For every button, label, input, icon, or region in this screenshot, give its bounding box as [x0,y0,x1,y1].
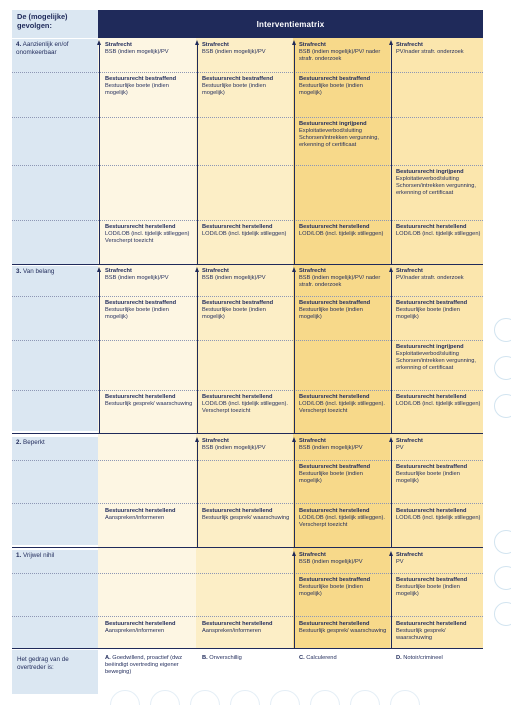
cell-body: BSB (indien mogelijk)/PV [202,275,266,282]
arrow-up-icon [195,437,199,442]
cell-title: Bestuursrecht bestraffend [105,300,177,306]
sub-separator [12,573,483,574]
behavior-column-d [396,655,481,662]
cell-body: BSB (indien mogelijk)/PV/ nader strafr. onderzoek [299,275,381,289]
cell-title: Bestuursrecht herstellend [105,394,176,400]
cell-bestuursrecht-herstellend [202,621,290,635]
matrix-title: Interventiematrix [98,10,483,38]
behavior-letter: C. [299,655,305,661]
cell-body: LOD/LOB (incl. tijdelijk stilleggen). Verscherpt toezicht [299,515,385,529]
cell-title: Strafrecht [299,438,326,444]
cell-title: Strafrecht [396,42,423,48]
row-number: 2. [16,439,22,446]
cell-bestuursrecht-herstellend [396,508,481,522]
escalation-arrow-line [294,44,295,264]
row-label-2 [12,437,98,545]
cell-strafrecht [299,552,387,566]
cell-bestuursrecht-bestraffend [396,464,481,485]
cell-body: Aanspreken/informeren [105,628,165,635]
behavior-text: Calculerend [306,655,337,661]
decorative-circle [310,690,340,705]
behavior-letter: A. [105,655,111,661]
cell-body: Bestuurlijke boete (indien mogelijk) [299,584,363,598]
cell-body: BSB (indien mogelijk)/PV [202,445,266,452]
cell-title: Strafrecht [299,42,326,48]
cell-strafrecht [396,42,481,56]
cell-body: LOD/LOB (incl. tijdelijk stilleggen) [299,231,384,238]
cell-title: Bestuursrecht herstellend [202,621,273,627]
row-separator [12,547,483,548]
behavior-letter: B. [202,655,208,661]
escalation-arrow-line [197,44,198,264]
cell-body: Bestuurlijke boete (indien mogelijk) [299,307,363,321]
cell-bestuursrecht-herstellend [202,394,290,415]
row-separator [12,648,483,649]
sub-separator [12,503,483,504]
escalation-arrow-line [294,271,295,433]
cell-strafrecht [299,268,387,289]
cell-title: Bestuursrecht ingrijpend [396,344,464,350]
cell-body: PV [396,445,404,452]
behavior-label: Het gedrag van de overtreder is: [12,650,98,694]
cell-title: Bestuursrecht ingrijpend [299,121,367,127]
cell-body: PV/nader strafr. onderzoek [396,275,464,282]
decorative-circle [110,690,140,705]
cell-body: Bestuurlijk gesprek/ waarschuwing [105,401,193,408]
cell-bestuursrecht-herstellend [396,621,481,642]
cell-body: LOD/LOB (incl. tijdelijk stilleggen). Verscherpt toezicht [299,401,385,415]
cell-body: Bestuurlijke boete (indien mogelijk) [396,307,460,321]
cell-strafrecht [396,268,481,282]
arrow-up-icon [97,40,101,45]
behavior-column-c [299,655,387,662]
cell-strafrecht [202,268,290,282]
decorative-circle [494,566,511,590]
cell-bestuursrecht-ingrijpend [396,169,481,197]
row-number: 1. [16,552,22,559]
cell-bestuursrecht-herstellend [299,394,387,415]
cell-title: Bestuursrecht herstellend [299,508,370,514]
cell-strafrecht [396,552,481,566]
cell-body: Aanspreken/informeren [202,628,262,635]
decorative-circle [494,394,511,418]
behavior-letter: D. [396,655,402,661]
decorative-circle [494,356,511,380]
sub-separator [12,117,483,118]
behavior-text: Onverschillig [209,655,242,661]
arrow-up-icon [292,551,296,556]
arrow-up-icon [389,437,393,442]
arrow-up-icon [389,267,393,272]
cell-bestuursrecht-bestraffend [105,300,193,321]
cell-title: Bestuursrecht herstellend [202,508,273,514]
cell-body: LOD/LOB (incl. tijdelijk stilleggen) [396,515,481,522]
cell-title: Bestuursrecht herstellend [396,224,467,230]
cell-strafrecht [396,438,481,452]
column-b-background [196,38,293,648]
cell-body: Bestuurlijke boete (indien mogelijk) [299,471,363,485]
escalation-arrow-line [391,555,392,648]
cell-strafrecht [105,42,193,56]
cell-title: Bestuursrecht bestraffend [202,76,274,82]
cell-bestuursrecht-bestraffend [396,577,481,598]
cell-body: LOD/LOB (incl. tijdelijk stilleggen) Verscherpt toezicht [105,231,190,245]
cell-bestuursrecht-herstellend [396,394,481,408]
cell-body: BSB (indien mogelijk)/PV [202,49,266,56]
sub-separator [12,296,483,297]
sub-separator [12,220,483,221]
cell-body: LOD/LOB (incl. tijdelijk stilleggen). Verscherpt toezicht [202,401,288,415]
escalation-arrow-line [294,441,295,547]
cell-title: Bestuursrecht herstellend [396,508,467,514]
sub-separator [12,72,483,73]
cell-body: Bestuurlijke boete (indien mogelijk) [202,307,266,321]
behavior-column-b [202,655,290,662]
cell-bestuursrecht-herstellend [299,621,387,635]
consequences-header: De (mogelijke) gevolgen: [12,10,98,38]
cell-title: Bestuursrecht bestraffend [299,76,371,82]
cell-body: Bestuurlijk gesprek/ waarschuwing [202,515,290,522]
cell-body: LOD/LOB (incl. tijdelijk stilleggen) [396,231,481,238]
cell-strafrecht [299,438,387,452]
sub-separator [12,165,483,166]
decorative-circle [350,690,380,705]
cell-title: Bestuursrecht herstellend [202,394,273,400]
cell-body: PV [396,559,404,566]
cell-bestuursrecht-herstellend [105,224,193,245]
arrow-up-icon [292,40,296,45]
cell-body: BSB (indien mogelijk)/PV/ nader strafr. onderzoek [299,49,381,63]
cell-bestuursrecht-bestraffend [202,76,290,97]
cell-bestuursrecht-bestraffend [299,577,387,598]
escalation-arrow-line [294,555,295,648]
cell-body: Exploitatieverbod/sluiting Schorsen/intrekken vergunning, erkenning of certificaat [396,176,476,197]
row-text: Beperkt [23,439,45,446]
cell-title: Strafrecht [105,42,132,48]
cell-body: BSB (indien mogelijk)/PV [299,559,363,566]
cell-title: Bestuursrecht herstellend [299,224,370,230]
arrow-up-icon [292,437,296,442]
row-label-1 [12,550,98,648]
row-text: Van belang [23,268,55,275]
arrow-up-icon [195,40,199,45]
cell-title: Bestuursrecht herstellend [105,621,176,627]
decorative-circle [494,602,511,626]
arrow-up-icon [389,551,393,556]
cell-body: LOD/LOB (incl. tijdelijk stilleggen) [202,231,287,238]
cell-title: Bestuursrecht bestraffend [396,577,468,583]
sub-separator [12,390,483,391]
cell-title: Strafrecht [105,268,132,274]
sub-separator [12,616,483,617]
cell-strafrecht [299,42,387,63]
row-number: 3. [16,268,22,275]
sub-separator [12,460,483,461]
escalation-arrow-line [391,441,392,547]
decorative-circle [230,690,260,705]
cell-body: Bestuurlijke boete (indien mogelijk) [105,83,169,97]
cell-title: Strafrecht [299,552,326,558]
cell-body: Exploitatieverbod/sluiting Schorsen/intrekken vergunning, erkenning of certificaat [396,351,476,372]
cell-bestuursrecht-bestraffend [299,464,387,485]
cell-bestuursrecht-herstellend [105,508,193,522]
arrow-up-icon [195,267,199,272]
cell-title: Bestuursrecht bestraffend [105,76,177,82]
cell-title: Bestuursrecht herstellend [202,224,273,230]
arrow-up-icon [292,267,296,272]
row-text: Vrijwel nihil [23,552,55,559]
cell-title: Bestuursrecht ingrijpend [396,169,464,175]
cell-title: Strafrecht [202,42,229,48]
cell-body: BSB (indien mogelijk)/PV [105,275,169,282]
row-text: Aanzienlijk en/of onomkeerbaar [16,41,69,56]
arrow-up-icon [97,267,101,272]
cell-bestuursrecht-herstellend [202,224,290,238]
escalation-arrow-line [99,271,100,433]
escalation-arrow-line [391,44,392,264]
decorative-circle [494,318,511,342]
cell-title: Bestuursrecht herstellend [396,621,467,627]
cell-bestuursrecht-bestraffend [105,76,193,97]
cell-strafrecht [202,42,290,56]
cell-title: Bestuursrecht bestraffend [202,300,274,306]
cell-title: Bestuursrecht bestraffend [299,577,371,583]
cell-strafrecht [202,438,290,452]
cell-bestuursrecht-herstellend [105,621,193,635]
cell-body: Aanspreken/informeren [105,515,165,522]
cell-bestuursrecht-herstellend [396,224,481,238]
cell-title: Bestuursrecht herstellend [299,621,370,627]
cell-bestuursrecht-ingrijpend [299,121,387,149]
decorative-circle [190,690,220,705]
cell-title: Bestuursrecht bestraffend [299,464,371,470]
escalation-arrow-line [391,271,392,433]
cell-body: Bestuurlijke boete (indien mogelijk) [396,584,460,598]
decorative-circle [270,690,300,705]
cell-body: Bestuurlijke boete (indien mogelijk) [105,307,169,321]
row-separator [12,433,483,434]
cell-body: Bestuurlijk gesprek/ waarschuwing [299,628,387,635]
cell-bestuursrecht-bestraffend [299,300,387,321]
sub-separator [12,340,483,341]
row-label-3 [12,266,98,431]
cell-body: PV/nader strafr. onderzoek [396,49,464,56]
decorative-circle [494,530,511,554]
arrow-up-icon [389,40,393,45]
cell-body: Bestuurlijk gesprek/ waarschuwing [396,628,446,642]
cell-title: Strafrecht [202,438,229,444]
cell-title: Bestuursrecht herstellend [105,508,176,514]
decorative-circle [150,690,180,705]
cell-title: Strafrecht [299,268,326,274]
cell-bestuursrecht-herstellend [105,394,193,408]
behavior-column-a [105,655,193,677]
cell-bestuursrecht-ingrijpend [396,344,481,372]
behavior-text: Notoir/crimineel [403,655,443,661]
cell-title: Bestuursrecht herstellend [396,394,467,400]
cell-bestuursrecht-bestraffend [396,300,481,321]
cell-bestuursrecht-bestraffend [202,300,290,321]
escalation-arrow-line [197,271,198,433]
cell-bestuursrecht-herstellend [299,224,387,238]
cell-strafrecht [105,268,193,282]
cell-body: Exploitatieverbod/sluiting Schorsen/intrekken vergunning, erkenning of certificaat [299,128,379,149]
cell-bestuursrecht-herstellend [202,508,290,522]
cell-title: Strafrecht [202,268,229,274]
cell-title: Bestuursrecht herstellend [299,394,370,400]
cell-body: Bestuurlijke boete (indien mogelijk) [299,83,363,97]
cell-title: Strafrecht [396,438,423,444]
cell-title: Strafrecht [396,268,423,274]
behavior-text: Goedwillend, proactief (dwz beëindigt overtreding eigener beweging) [105,655,183,676]
cell-title: Bestuursrecht bestraffend [396,300,468,306]
cell-body: BSB (indien mogelijk)/PV [105,49,169,56]
cell-title: Bestuursrecht herstellend [105,224,176,230]
decorative-circle [390,690,420,705]
row-separator [12,264,483,265]
cell-bestuursrecht-herstellend [299,508,387,529]
cell-bestuursrecht-bestraffend [299,76,387,97]
cell-title: Bestuursrecht bestraffend [299,300,371,306]
cell-title: Bestuursrecht bestraffend [396,464,468,470]
escalation-arrow-line [99,44,100,264]
cell-title: Strafrecht [396,552,423,558]
cell-body: Bestuurlijke boete (indien mogelijk) [396,471,460,485]
escalation-arrow-line [197,441,198,547]
cell-body: Bestuurlijke boete (indien mogelijk) [202,83,266,97]
cell-body: BSB (indien mogelijk)/PV [299,445,363,452]
cell-body: LOD/LOB (incl. tijdelijk stilleggen) [396,401,481,408]
column-a-background [98,38,196,648]
row-number: 4. [16,41,22,48]
